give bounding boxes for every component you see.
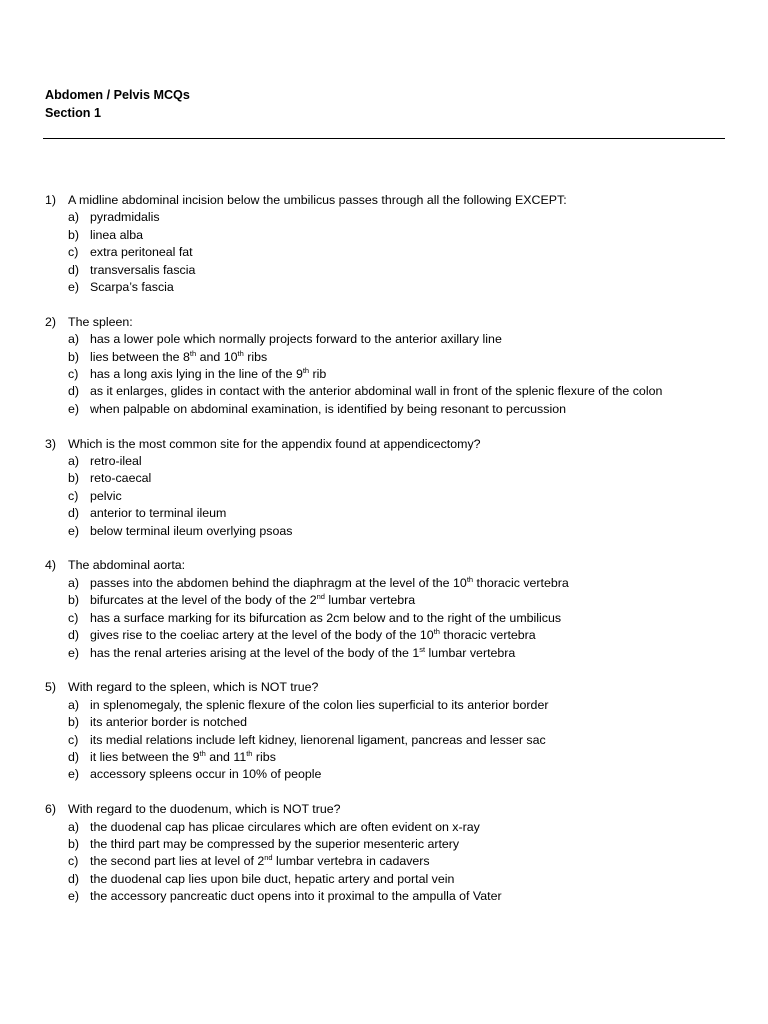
option-letter: b): [68, 715, 80, 730]
text-run: accessory spleens occur in 10% of people: [90, 767, 322, 782]
option-text: [90, 227, 725, 244]
text-run: retro-ileal: [90, 454, 142, 469]
text-run: passes into the abdomen behind the diaphragm at the level of the 10: [90, 575, 467, 590]
answer-option: [45, 470, 725, 487]
text-run: and 11: [205, 749, 247, 764]
option-text: [90, 575, 725, 592]
answer-option: [45, 488, 725, 505]
option-text: [90, 349, 725, 366]
option-text: [90, 836, 725, 853]
option-letter: a): [68, 332, 80, 347]
question-stem: [68, 557, 725, 574]
option-letter: b): [68, 471, 80, 486]
ordinal-superscript: st: [419, 644, 426, 654]
answer-option: [45, 627, 725, 644]
text-run: its medial relations include left kidney, lienorenal ligament, pancreas and lesser sac: [90, 732, 546, 747]
question-number: 5): [45, 680, 57, 695]
option-letter: a): [68, 454, 80, 469]
option-letter: c): [68, 245, 79, 260]
question-item: [45, 801, 725, 905]
ordinal-superscript: th: [246, 748, 253, 758]
option-text: [90, 383, 725, 400]
text-run: has a lower pole which normally projects forward to the anterior axillary line: [90, 332, 502, 347]
answer-option: [45, 331, 725, 348]
question-stem-line: [45, 679, 725, 696]
question-stem-line: [45, 314, 725, 331]
text-run: thoracic vertebra: [439, 628, 536, 643]
option-letter: e): [68, 523, 80, 538]
option-text: [90, 610, 725, 627]
answer-option: [45, 592, 725, 609]
text-run: lumbar vertebra: [425, 645, 516, 660]
option-text: [90, 592, 725, 609]
text-run: anterior to terminal ileum: [90, 506, 227, 521]
text-run: With regard to the spleen, which is NOT true?: [68, 680, 319, 695]
text-run: as it enlarges, glides in contact with the anterior abdominal wall in front of the splenic flexure of the colon: [90, 384, 663, 399]
option-letter: c): [68, 610, 79, 625]
option-text: [90, 766, 725, 783]
question-number: 3): [45, 436, 57, 451]
option-letter: e): [68, 280, 80, 295]
question-stem: [68, 314, 725, 331]
answer-option: [45, 645, 725, 662]
text-run: pelvic: [90, 488, 122, 503]
answer-option: [45, 227, 725, 244]
text-run: it lies between the 9: [90, 749, 200, 764]
answer-option: [45, 279, 725, 296]
option-text: [90, 523, 725, 540]
option-text: [90, 505, 725, 522]
answer-option: [45, 697, 725, 714]
answer-option: [45, 819, 725, 836]
option-text: [90, 871, 725, 888]
answer-option: [45, 836, 725, 853]
option-text: [90, 488, 725, 505]
answer-option: [45, 366, 725, 383]
option-text: [90, 470, 725, 487]
ordinal-superscript: th: [199, 748, 206, 758]
text-run: the accessory pancreatic duct opens into it proximal to the ampulla of Vater: [90, 889, 502, 904]
answer-option: [45, 871, 725, 888]
answer-option: [45, 209, 725, 226]
text-run: the duodenal cap lies upon bile duct, hepatic artery and portal vein: [90, 871, 455, 886]
text-run: The abdominal aorta:: [68, 558, 186, 573]
question-list: [45, 192, 725, 923]
answer-option: [45, 244, 725, 261]
option-letter: e): [68, 767, 80, 782]
text-run: The spleen:: [68, 314, 133, 329]
answer-option: [45, 714, 725, 731]
question-item: [45, 314, 725, 418]
option-text: [90, 853, 725, 870]
option-letter: d): [68, 749, 80, 764]
question-number: 2): [45, 314, 57, 329]
answer-option: [45, 853, 725, 870]
option-text: [90, 888, 725, 905]
text-run: bifurcates at the level of the body of the 2: [90, 593, 317, 608]
answer-option: [45, 453, 725, 470]
option-letter: d): [68, 871, 80, 886]
text-run: and 10: [196, 349, 238, 364]
text-run: has the renal arteries arising at the level of the body of the 1: [90, 645, 420, 660]
question-stem: [68, 801, 725, 818]
question-stem: [68, 679, 725, 696]
answer-option: [45, 262, 725, 279]
option-text: [90, 732, 725, 749]
option-text: [90, 453, 725, 470]
answer-option: [45, 749, 725, 766]
text-run: With regard to the duodenum, which is NOT true?: [68, 802, 341, 817]
option-text: [90, 331, 725, 348]
option-letter: a): [68, 697, 80, 712]
question-item: [45, 557, 725, 661]
option-text: [90, 209, 725, 226]
text-run: lumbar vertebra: [324, 593, 416, 608]
option-letter: d): [68, 506, 80, 521]
text-run: rib: [309, 367, 327, 382]
answer-option: [45, 732, 725, 749]
text-run: ribs: [252, 749, 276, 764]
answer-option: [45, 349, 725, 366]
option-letter: d): [68, 262, 80, 277]
question-item: [45, 679, 725, 783]
text-run: below terminal ileum overlying psoas: [90, 523, 293, 538]
answer-option: [45, 888, 725, 905]
answer-option: [45, 505, 725, 522]
question-item: [45, 192, 725, 296]
option-text: [90, 244, 725, 261]
text-run: pyradmidalis: [90, 210, 160, 225]
option-letter: d): [68, 384, 80, 399]
text-run: the third part may be compressed by the superior mesenteric artery: [90, 836, 460, 851]
answer-option: [45, 523, 725, 540]
question-stem: [68, 192, 725, 209]
question-stem-line: [45, 557, 725, 574]
option-letter: a): [68, 575, 80, 590]
option-text: [90, 645, 725, 662]
answer-option: [45, 610, 725, 627]
option-letter: c): [68, 367, 79, 382]
option-text: [90, 697, 725, 714]
question-stem-line: [45, 192, 725, 209]
document-title: Abdomen / Pelvis MCQs: [45, 88, 190, 102]
header-divider: [43, 138, 725, 139]
text-run: lumbar vertebra in cadavers: [272, 854, 430, 869]
option-text: [90, 714, 725, 731]
text-run: has a long axis lying in the line of the 9: [90, 367, 303, 382]
text-run: in splenomegaly, the splenic flexure of the colon lies superficial to its anterior border: [90, 697, 549, 712]
text-run: linea alba: [90, 227, 144, 242]
question-number: 6): [45, 802, 57, 817]
answer-option: [45, 575, 725, 592]
option-letter: b): [68, 593, 80, 608]
section-heading: Section 1: [45, 106, 101, 120]
option-letter: b): [68, 227, 80, 242]
question-stem-line: [45, 801, 725, 818]
ordinal-superscript: th: [189, 348, 197, 358]
option-letter: e): [68, 889, 80, 904]
question-number: 1): [45, 193, 57, 207]
option-letter: e): [68, 645, 80, 660]
question-stem-line: [45, 436, 725, 453]
text-run: its anterior border is notched: [90, 715, 248, 730]
option-letter: e): [68, 401, 80, 416]
ordinal-superscript: th: [433, 626, 440, 636]
text-run: when palpable on abdominal examination, is identified by being resonant to percussion: [90, 401, 566, 416]
ordinal-superscript: th: [466, 574, 474, 584]
option-text: [90, 749, 725, 766]
text-run: transversalis fascia: [90, 262, 196, 277]
question-number: 4): [45, 558, 57, 573]
option-text: [90, 627, 725, 644]
text-run: reto-caecal: [90, 471, 152, 486]
question-item: [45, 436, 725, 540]
option-letter: c): [68, 488, 79, 503]
text-run: gives rise to the coeliac artery at the level of the body of the 10: [90, 628, 434, 643]
text-run: A midline abdominal incision below the umbilicus passes through all the following EXCEPT:: [68, 193, 567, 207]
option-text: [90, 279, 725, 296]
answer-option: [45, 401, 725, 418]
text-run: thoracic vertebra: [473, 575, 569, 590]
answer-option: [45, 383, 725, 400]
ordinal-superscript: nd: [316, 592, 325, 602]
option-text: [90, 366, 725, 383]
text-run: ribs: [243, 349, 268, 364]
ordinal-superscript: th: [237, 348, 244, 358]
option-letter: c): [68, 854, 79, 869]
ordinal-superscript: nd: [264, 853, 273, 863]
option-text: [90, 401, 725, 418]
ordinal-superscript: th: [302, 365, 310, 375]
option-letter: b): [68, 349, 80, 364]
option-text: [90, 819, 725, 836]
option-letter: c): [68, 732, 79, 747]
option-letter: a): [68, 210, 80, 225]
option-letter: a): [68, 819, 80, 834]
document-header: [45, 86, 190, 122]
question-stem: [68, 436, 725, 453]
option-letter: d): [68, 628, 80, 643]
option-letter: b): [68, 836, 80, 851]
text-run: extra peritoneal fat: [90, 245, 193, 260]
text-run: lies between the 8: [90, 349, 190, 364]
text-run: Which is the most common site for the appendix found at appendicectomy?: [68, 436, 481, 451]
text-run: the duodenal cap has plicae circulares which are often evident on x-ray: [90, 819, 480, 834]
option-text: [90, 262, 725, 279]
text-run: the second part lies at level of 2: [90, 854, 265, 869]
text-run: has a surface marking for its bifurcation as 2cm below and to the right of the umbilicus: [90, 610, 562, 625]
text-run: Scarpa’s fascia: [90, 280, 174, 295]
answer-option: [45, 766, 725, 783]
